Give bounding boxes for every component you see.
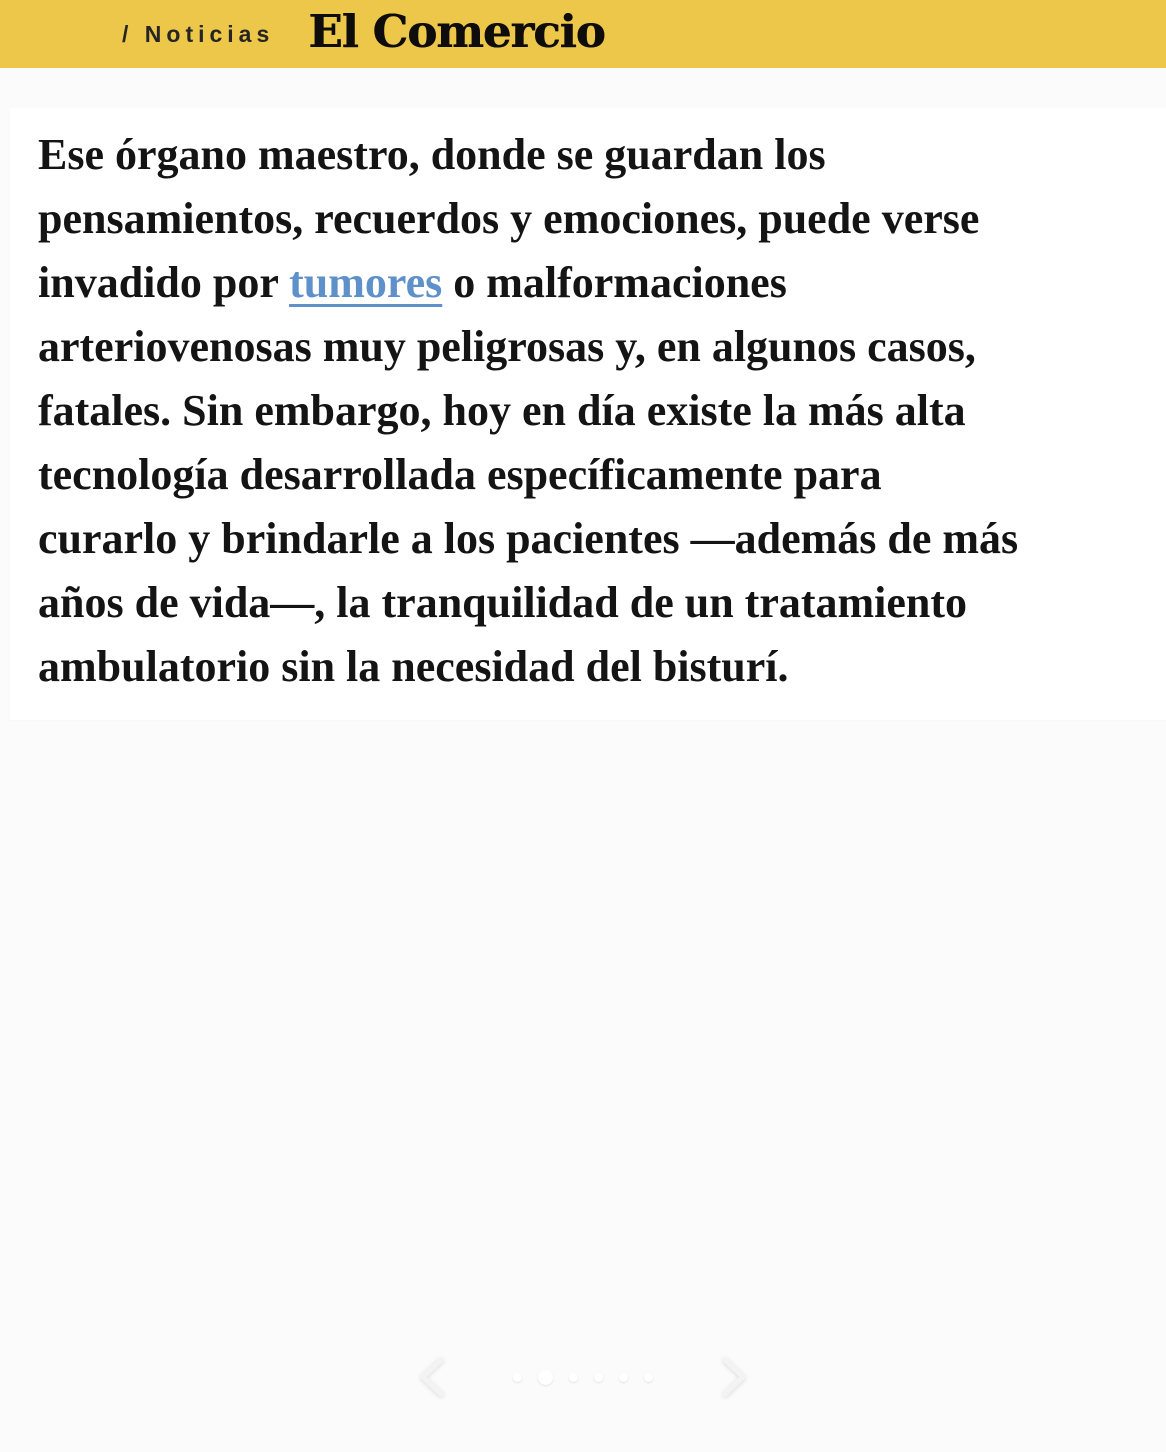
paragraph-line: arteriovenosas muy peligrosas y, en algunos casos, (38, 322, 976, 371)
breadcrumb-noticias[interactable]: / Noticias (122, 20, 275, 47)
paragraph-line (38, 251, 1138, 315)
article-card (10, 108, 1166, 720)
carousel-dot[interactable] (644, 1373, 653, 1382)
paragraph-text: o malformaciones (442, 258, 787, 307)
chevron-right-icon (717, 1356, 751, 1398)
carousel-controls (0, 1355, 1166, 1399)
paragraph-line: fatales. Sin embargo, hoy en día existe la más alta (38, 386, 966, 435)
paragraph-line: años de vida—, la tranquilidad de un tratamiento (38, 578, 968, 627)
carousel-dot[interactable] (594, 1373, 603, 1382)
paragraph-line: curarlo y brindarle a los pacientes —además de más (38, 514, 1019, 563)
paragraph-line: ambulatorio sin la necesidad del bisturí. (38, 642, 789, 691)
tumores-link[interactable]: tumores (289, 258, 443, 307)
paragraph-line: pensamientos, recuerdos y emociones, puede verse (38, 194, 980, 243)
carousel-dot[interactable] (513, 1373, 522, 1382)
carousel-next-button[interactable] (717, 1356, 751, 1398)
carousel-dots (513, 1370, 653, 1385)
chevron-left-icon (415, 1356, 449, 1398)
el-comercio-logo[interactable]: El Comercio (308, 5, 605, 58)
carousel-dot-active[interactable] (538, 1370, 553, 1385)
paragraph-line: Ese órgano maestro, donde se guardan los (38, 130, 826, 179)
carousel-dot[interactable] (619, 1373, 628, 1382)
article-paragraph (38, 123, 1138, 699)
carousel-dot[interactable] (569, 1373, 578, 1382)
site-header (0, 0, 1166, 68)
carousel-prev-button[interactable] (415, 1356, 449, 1398)
paragraph-text: invadido por (38, 258, 290, 307)
paragraph-line: tecnología desarrollada específicamente para (38, 450, 882, 499)
